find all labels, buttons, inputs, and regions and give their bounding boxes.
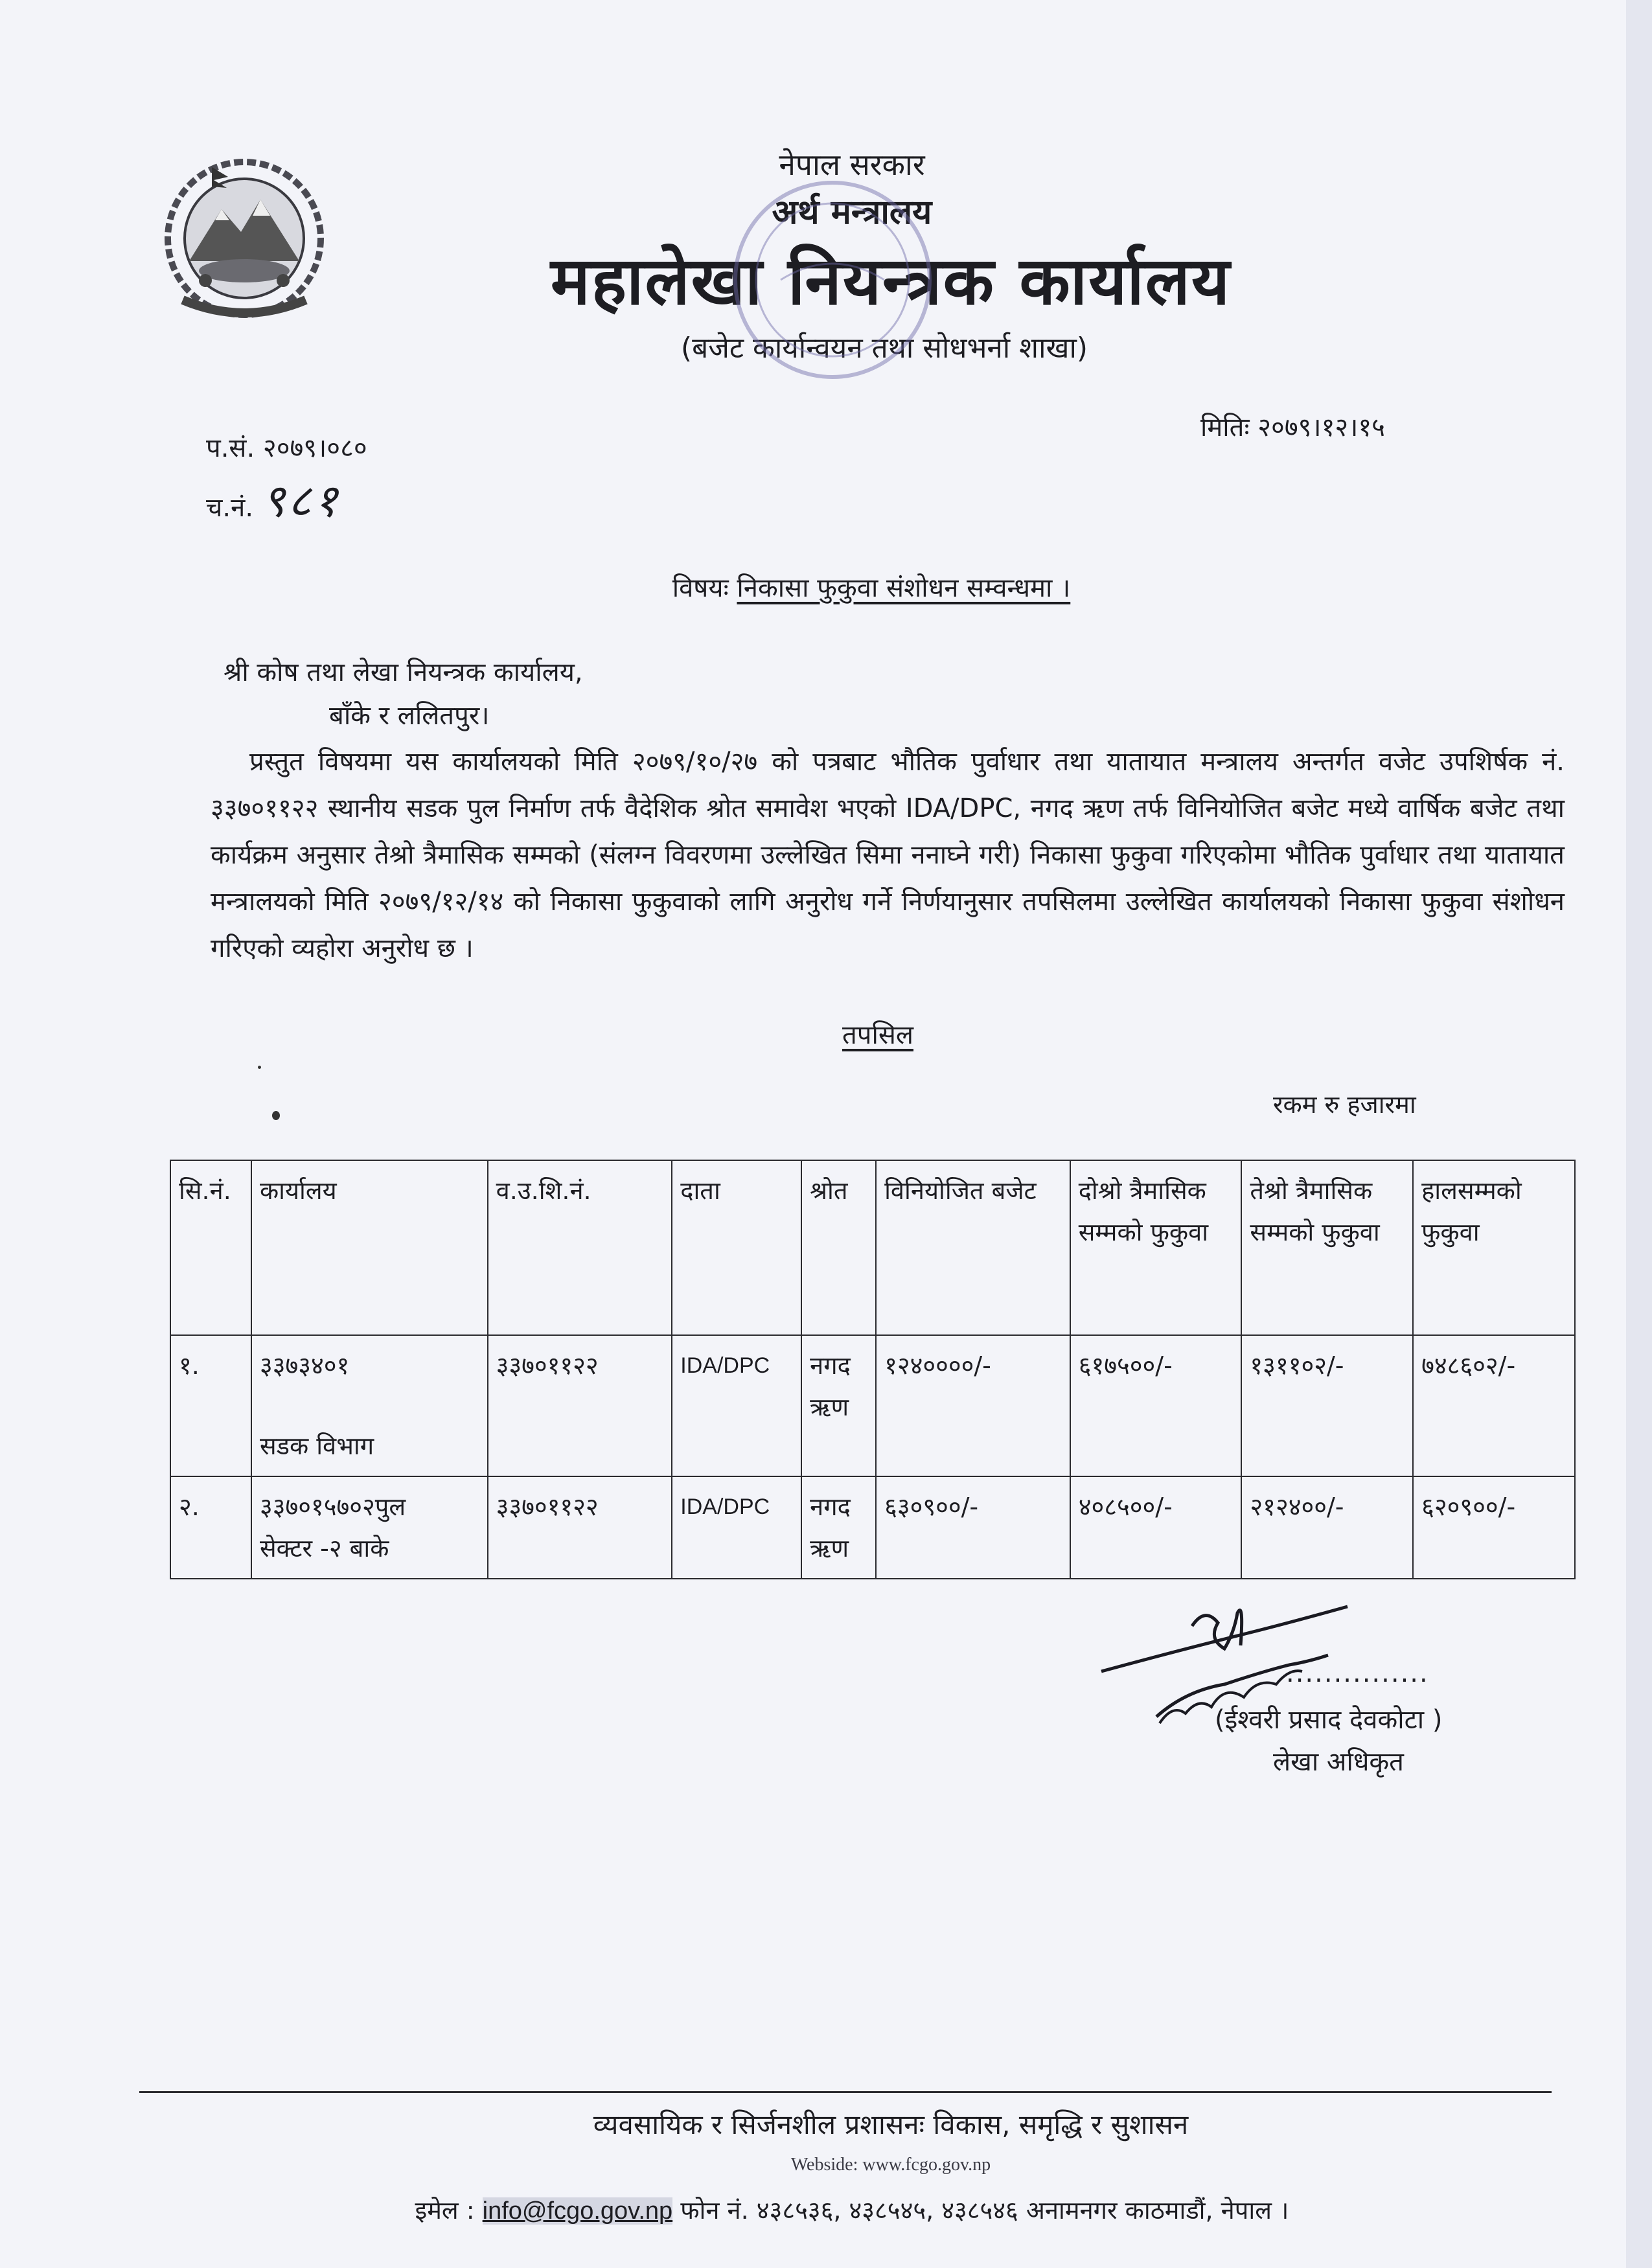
- table-row: [170, 1335, 1575, 1476]
- amount-unit: रकम रु हजारमा: [1273, 1090, 1416, 1119]
- table-header-row: [170, 1160, 1575, 1335]
- cell-source: नगद ऋण: [801, 1476, 876, 1579]
- cell-office: [251, 1476, 488, 1579]
- patra-sankhya: प.सं. २०७९।०८०: [206, 433, 367, 463]
- cell-current: ६२०९००/-: [1413, 1476, 1575, 1579]
- govt-name: नेपाल सरकार: [779, 147, 925, 182]
- office-name: महालेखा नियन्त्रक कार्यालय: [550, 243, 1232, 320]
- cell-sn: २.: [170, 1476, 251, 1579]
- col-header-office: कार्यालय: [251, 1160, 488, 1335]
- cell-source: नगद ऋण: [801, 1335, 876, 1476]
- ministry-name: अर्थ मन्त्रालय: [772, 193, 932, 232]
- table-row: [170, 1476, 1575, 1579]
- cell-sn: १.: [170, 1335, 251, 1476]
- signatory-name: (ईश्वरी प्रसाद देवकोटा ): [1215, 1705, 1443, 1735]
- footer-contact: [0, 2193, 1652, 2227]
- letter-date: मितिः २०७९।१२।१५: [1200, 413, 1385, 442]
- release-table: [170, 1160, 1576, 1579]
- chalani-handwritten: ९८१: [261, 474, 340, 527]
- col-header-sn: सि.नं.: [170, 1160, 251, 1335]
- col-header-donor: दाता: [672, 1160, 801, 1335]
- cell-q2: ६१७५००/-: [1070, 1335, 1242, 1476]
- office-branch: (बजेट कार्यान्वयन तथा सोधभर्ना शाखा): [680, 332, 1088, 365]
- signatory-designation: लेखा अधिकृत: [1273, 1747, 1404, 1777]
- email-link[interactable]: info@fcgo.gov.np: [482, 2197, 673, 2225]
- cell-allocated: ६३०९००/-: [876, 1476, 1070, 1579]
- tapsil-text: तपसिल: [842, 1020, 914, 1050]
- col-header-q3: तेश्रो त्रैमासिक सम्मको फुकुवा: [1241, 1160, 1413, 1335]
- cell-q2: ४०८५००/-: [1070, 1476, 1242, 1579]
- cell-current: ७४८६०२/-: [1413, 1335, 1575, 1476]
- ink-speck: [258, 1066, 261, 1069]
- addressee-line2: बाँके र ललितपुर।: [329, 701, 490, 731]
- tapsil-heading: [0, 1016, 1652, 1051]
- ink-speck: [272, 1111, 280, 1120]
- subject-text: निकासा फुकुवा संशोधन सम्वन्धमा ।: [737, 573, 1071, 603]
- office-name-cell: सडक विभाग: [259, 1432, 374, 1460]
- cell-budget-code: ३३७०११२२: [488, 1335, 672, 1476]
- footer-divider: [139, 2091, 1552, 2093]
- subject-label: विषयः: [672, 573, 729, 603]
- col-header-allocated: विनियोजित बजेट: [876, 1160, 1070, 1335]
- cell-q3: १३११०२/-: [1241, 1335, 1413, 1476]
- phone-address: फोन नं. ४३८५३६, ४३८५४५, ४३८५४६ अनामनगर काठमाडौं, नेपाल ।: [680, 2196, 1289, 2225]
- chalani-label: च.नं.: [206, 493, 254, 523]
- col-header-q2: दोश्रो त्रैमासिक सम्मको फुकुवा: [1070, 1160, 1242, 1335]
- col-header-source: श्रोत: [801, 1160, 876, 1335]
- subject-line: [0, 569, 1652, 604]
- cell-budget-code: ३३७०११२२: [488, 1476, 672, 1579]
- office-stamp: [722, 170, 943, 390]
- cell-q3: २१२४००/-: [1241, 1476, 1413, 1579]
- cell-office: [251, 1335, 488, 1476]
- letter-body: प्रस्तुत विषयमा यस कार्यालयको मिति २०७९/१०/२७ को पत्रबाट भौतिक पुर्वाधार तथा यातायात मन्त्रालय अन्तर्गत वजेट उपशिर्षक नं. ३३७०११२२ स्थानीय सडक पुल निर्माण तर्फ वैदेशिक श्रोत समावेश भएको IDA/DPC, नगद ऋण तर्फ विनियोजित बजेट मध्ये वार्षिक बजेट तथा कार्यक्रम अनुसार तेश्रो त्रैमासिक सम्मको (संलग्न विवरणमा उल्लेखित सिमा ननाघ्ने गरी) निकासा फुकुवा गरिएकोमा भौतिक पुर्वाधार तथा यातायात मन्त्रालयको मिति २०७९/१२/१४ को निकासा फुकुवाको लागि अनुरोध गर्ने निर्णयानुसार तपसिलमा उल्लेखित कार्यालयको निकासा फुकुवा संशोधन गरिएको व्यहोरा अनुरोध छ ।: [211, 747, 1565, 963]
- signature-dots: ...............: [1286, 1658, 1429, 1688]
- cell-allocated: १२४००००/-: [876, 1335, 1070, 1476]
- footer-website: Webside: www.fcgo.gov.np: [790, 2155, 991, 2175]
- office-code: ३३७३४०१: [259, 1351, 350, 1380]
- chalani-number: [206, 468, 340, 530]
- footer-slogan: व्यवसायिक र सिर्जनशील प्रशासनः विकास, समृद्धि र सुशासन: [593, 2109, 1189, 2140]
- cell-donor: IDA/DPC: [672, 1476, 801, 1579]
- office-code: ३३७०१५७०२पुल: [259, 1493, 406, 1521]
- cell-donor: IDA/DPC: [672, 1335, 801, 1476]
- email-label: इमेल :: [415, 2196, 475, 2225]
- col-header-current: हालसम्मको फुकुवा: [1413, 1160, 1575, 1335]
- office-name-cell: सेक्टर -२ बाके: [259, 1534, 389, 1563]
- col-header-budget-code: व.उ.शि.नं.: [488, 1160, 672, 1335]
- addressee-line1: श्री कोष तथा लेखा नियन्त्रक कार्यालय,: [224, 658, 583, 687]
